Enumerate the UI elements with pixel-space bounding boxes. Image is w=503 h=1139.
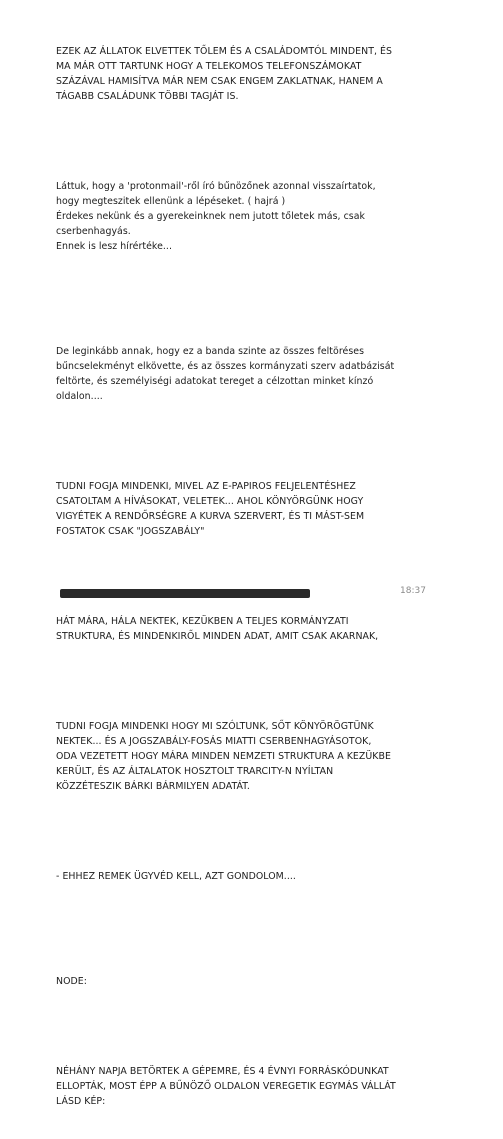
paragraph-9: NÉHÁNY NAPJA BETÖRTEK A GÉPEMRE, ÉS 4 ÉVNYI FORRÁSKÓDUNKAT ELLOPTÁK, MOST ÉPP A BŰNÖZŐ OLDALON VEREGETIK EGYMÁS VÁLLÁT LÁSD KÉP: — [56, 1066, 396, 1107]
message-bubble — [44, 0, 484, 1107]
paragraph-2: Láttuk, hogy a 'protonmail'-ről író bűnözőnek azonnal visszaírtatok, hogy megteszitek ellenünk a lépéseket. ( hajrá ) Érdekes nekünk és a gyerekeinknek nem jutott tőletek más, csak cserbenhagyás. Ennek is lesz hírértéke... — [56, 181, 376, 252]
paragraph-5: HÁT MÁRA, HÁLA NEKTEK, KEZÜKBEN A TELJES KORMÁNYZATI STRUKTURA, ÉS MINDENKIRŐL MINDEN ADAT, AMIT CSAK AKARNAK, — [56, 616, 379, 642]
paragraph-6: TUDNI FOGJA MINDENKI HOGY MI SZÓLTUNK, SŐT KÖNYÖRÖGTÜNK NEKTEK... ÉS A JOGSZABÁLY-FOSÁS MIATTI CSERBENHAGYÁSOTOK, ODA VEZETETT HOGY MÁRA MINDEN NEMZETI STRUKTURA A KEZÜKBE KERÜLT, ÉS AZ ÁLTALATOK HOSZTOLT TRARCITY-N NYÍLTAN KÖZZÉTESZIK BÁRKI BÁRMILYEN ADATÁT. — [56, 721, 391, 792]
paragraph-3: De leginkább annak, hogy ez a banda szinte az összes feltöréses bűncselekményt elkövette, és az összes kormányzati szerv adatbázisát feltörte, és személyiségi adatokat tereget a célzottan minket kínzó oldalon.... — [56, 346, 395, 402]
paragraph-4: TUDNI FOGJA MINDENKI, MIVEL AZ E-PAPIROS FELJELENTÉSHEZ CSATOLTAM A HÍVÁSOKAT, VELETEK... AHOL KÖNYÖRGÜNK HOGY VIGYÉTEK A RENDŐRSÉGRE A KURVA SZERVERT, ÉS TI MÁST-SEM FOSTATOK CSAK "JOGSZABÁLY" — [56, 481, 365, 537]
paragraph-7: - EHHEZ REMEK ÜGYVÉD KELL, AZT GONDOLOM.... — [56, 871, 296, 882]
paragraph-1: EZEK AZ ÁLLATOK ELVETTEK TŐLEM ÉS A CSALÁDOMTÓL MINDENT, ÉS MA MÁR OTT TARTUNK HOGY A TELEKOMOS TELEFONSZÁMOKAT SZÁZÁVAL HAMISÍTVA MÁR NEM CSAK ENGEM ZAKLATNAK, HANEM A TÁGABB CSALÁDUNK TÖBBI TAGJÁT IS. — [56, 46, 393, 102]
message-timestamp: 18:37 — [400, 586, 426, 596]
redacted-link-bar — [60, 589, 310, 598]
message-text — [56, 14, 466, 1139]
paragraph-8: NODE: — [56, 976, 87, 987]
